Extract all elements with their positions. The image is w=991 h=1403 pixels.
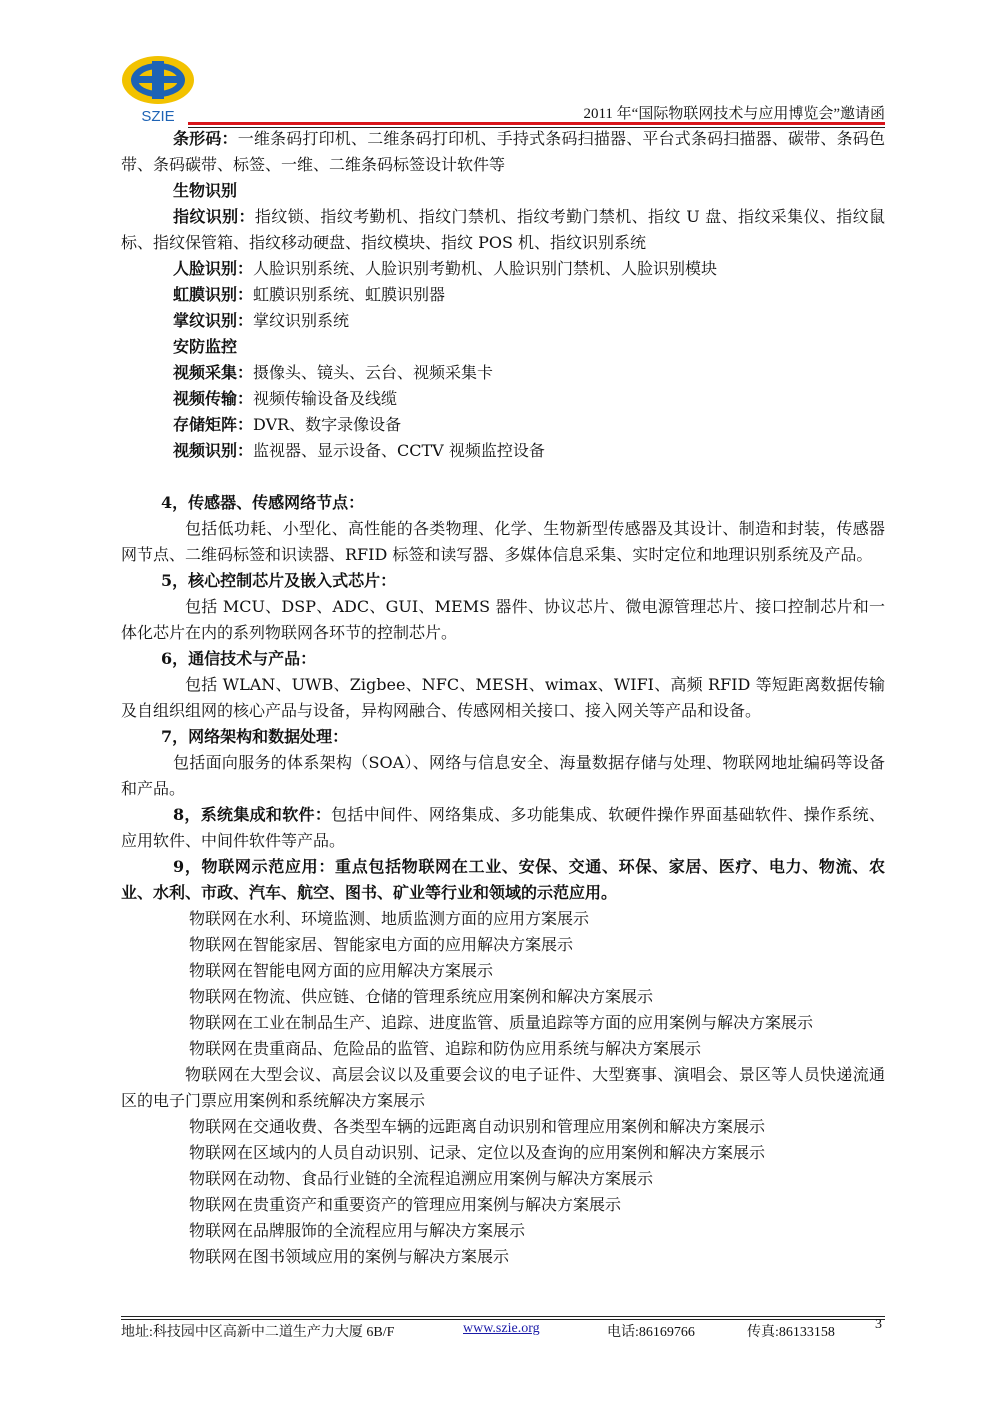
video-recognition-label: 视频识别： — [173, 441, 254, 460]
section-4-text: 包括低功耗、小型化、高性能的各类物理、化学、生物新型传感器及其设计、制造和封装，传感器网节点、二维码标签和识读器、RFID 标签和读写器、多媒体信息采集、实时定位和地理识别系统及产品。 — [121, 519, 885, 564]
palm-paragraph — [121, 308, 885, 334]
security-heading: 安防监控 — [173, 337, 238, 356]
section-7-text: 包括面向服务的体系架构（SOA）、网络与信息安全、海量数据存储与处理、物联网地址编码等设备和产品。 — [121, 753, 885, 798]
storage-matrix-label: 存储矩阵： — [173, 415, 254, 434]
header-rule-red — [188, 122, 885, 125]
section-7-heading: 7，网络架构和数据处理： — [161, 727, 349, 746]
application-item: 物联网在动物、食品行业链的全流程追溯应用案例与解决方案展示 — [189, 1169, 654, 1188]
storage-matrix-text: DVR、数字录像设备 — [253, 415, 402, 434]
face-paragraph — [121, 256, 885, 282]
page-header — [118, 52, 885, 130]
document-title: 2011 年“国际物联网技术与应用博览会”邀请函 — [583, 106, 885, 122]
section-8-text: 包括中间件、网络集成、多功能集成、软硬件操作界面基础软件、操作系统、应用软件、中间件软件等产品。 — [121, 805, 885, 850]
section-8-heading: 8，系统集成和软件： — [173, 805, 332, 824]
video-recognition-paragraph — [121, 438, 885, 464]
footer-address: 地址:科技园中区高新中二道生产力大厦 6B/F — [121, 1325, 395, 1340]
fingerprint-text: 指纹锁、指纹考勤机、指纹门禁机、指纹考勤门禁机、指纹 U 盘、指纹采集仪、指纹鼠标、指纹保管箱、指纹移动硬盘、指纹模块、指纹 POS 机、指纹识别系统 — [121, 207, 885, 252]
section-8-paragraph — [121, 802, 885, 854]
video-capture-paragraph — [121, 360, 885, 386]
storage-matrix-paragraph — [121, 412, 885, 438]
barcode-label: 条形码： — [173, 129, 238, 148]
szie-logo — [118, 52, 198, 124]
section-9-heading: 9，物联网示范应用：重点包括物联网在工业、安保、交通、环保、家居、医疗、电力、物流、农业、水利、市政、汽车、航空、图书、矿业等行业和领域的示范应用。 — [121, 857, 885, 902]
barcode-text: 一维条码打印机、二维条码打印机、手持式条码扫描器、平台式条码扫描器、碳带、条码色带、条码碳带、标签、一维、二维条码标签设计软件等 — [121, 129, 885, 174]
footer-rule-bottom — [121, 1319, 885, 1320]
video-recognition-text: 监视器、显示设备、CCTV 视频监控设备 — [253, 441, 545, 460]
application-item: 物联网在大型会议、高层会议以及重要会议的电子证件、大型赛事、演唱会、景区等人员快递流通区的电子门票应用案例和系统解决方案展示 — [121, 1065, 885, 1110]
application-item: 物联网在智能电网方面的应用解决方案展示 — [189, 961, 494, 980]
svg-text:SZIE: SZIE — [141, 108, 175, 124]
palm-text: 掌纹识别系统 — [253, 311, 350, 330]
application-item: 物联网在交通收费、各类型车辆的远距离自动识别和管理应用案例和解决方案展示 — [189, 1117, 766, 1136]
face-text: 人脸识别系统、人脸识别考勤机、人脸识别门禁机、人脸识别模块 — [253, 259, 718, 278]
face-label: 人脸识别： — [173, 259, 254, 278]
iris-text: 虹膜识别系统、虹膜识别器 — [253, 285, 446, 304]
application-item: 物联网在智能家居、智能家电方面的应用解决方案展示 — [189, 935, 574, 954]
application-item: 物联网在贵重资产和重要资产的管理应用案例与解决方案展示 — [189, 1195, 622, 1214]
video-transmission-text: 视频传输设备及线缆 — [253, 389, 398, 408]
fingerprint-label: 指纹识别： — [173, 207, 255, 226]
section-spacer — [121, 464, 885, 490]
footer-website-link[interactable]: www.szie.org — [463, 1321, 540, 1336]
page-footer — [121, 1317, 885, 1343]
application-item: 物联网在工业在制品生产、追踪、进度监管、质量追踪等方面的应用案例与解决方案展示 — [189, 1013, 814, 1032]
section-4-heading: 4，传感器、传感网络节点： — [161, 493, 365, 512]
application-item: 物联网在图书领域应用的案例与解决方案展示 — [189, 1247, 510, 1266]
video-transmission-label: 视频传输： — [173, 389, 254, 408]
document-body — [121, 126, 885, 1270]
palm-label: 掌纹识别： — [173, 311, 254, 330]
video-transmission-paragraph — [121, 386, 885, 412]
application-item: 物联网在贵重商品、危险品的监管、追踪和防伪应用系统与解决方案展示 — [189, 1039, 702, 1058]
section-6-heading: 6，通信技术与产品： — [161, 649, 317, 668]
section-5-text: 包括 MCU、DSP、ADC、GUI、MEMS 器件、协议芯片、微电源管理芯片、接口控制芯片和一体化芯片在内的系列物联网各环节的控制芯片。 — [121, 597, 885, 642]
iris-label: 虹膜识别： — [173, 285, 254, 304]
section-5-heading: 5，核心控制芯片及嵌入式芯片： — [161, 571, 397, 590]
video-capture-text: 摄像头、镜头、云台、视频采集卡 — [253, 363, 494, 382]
footer-phone: 电话:86169766 — [607, 1325, 695, 1340]
biometric-heading: 生物识别 — [173, 181, 238, 200]
page-number: 3 — [875, 1317, 882, 1332]
application-item: 物联网在物流、供应链、仓储的管理系统应用案例和解决方案展示 — [189, 987, 654, 1006]
fingerprint-paragraph — [121, 204, 885, 256]
footer-fax: 传真:86133158 — [747, 1325, 835, 1340]
video-capture-label: 视频采集： — [173, 363, 254, 382]
barcode-paragraph — [121, 126, 885, 178]
application-item: 物联网在品牌服饰的全流程应用与解决方案展示 — [189, 1221, 526, 1240]
application-item: 物联网在区域内的人员自动识别、记录、定位以及查询的应用案例和解决方案展示 — [189, 1143, 766, 1162]
application-item: 物联网在水利、环境监测、地质监测方面的应用方案展示 — [189, 909, 590, 928]
section-6-text: 包括 WLAN、UWB、Zigbee、NFC、MESH、wimax、WIFI、高频 RFID 等短距离数据传输及自组织组网的核心产品与设备，异构网融合、传感网相关接口、接入网关等产品和设备。 — [121, 675, 885, 720]
footer-rule-top — [121, 1316, 885, 1317]
iris-paragraph — [121, 282, 885, 308]
